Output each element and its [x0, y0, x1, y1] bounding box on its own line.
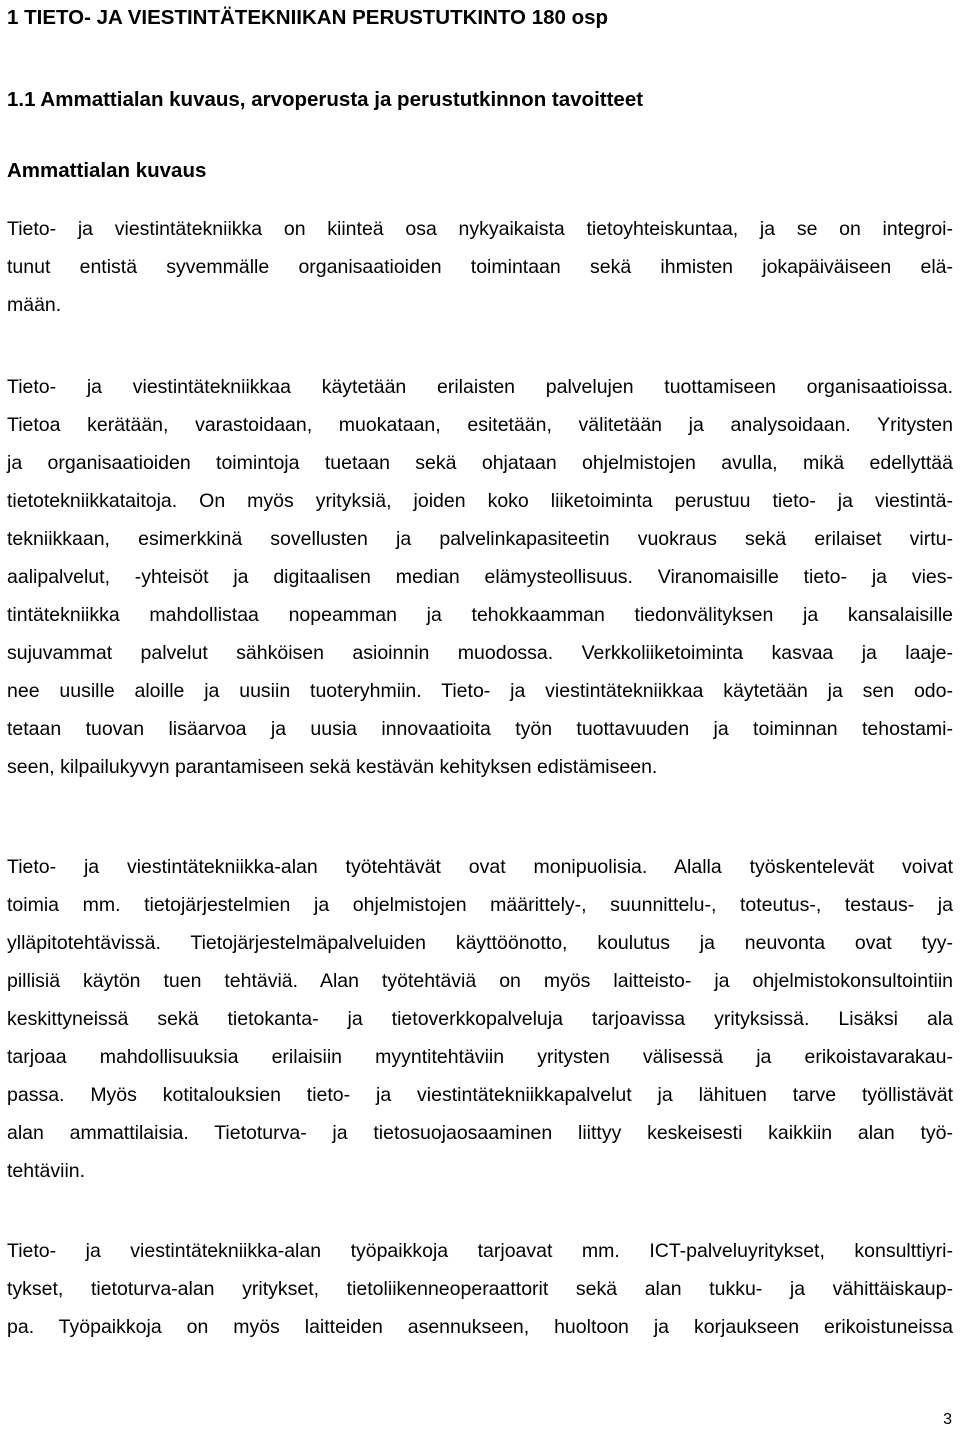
section-heading: 1.1 Ammattialan kuvaus, arvoperusta ja perustutkinnon tavoitteet [7, 88, 644, 111]
paragraph-line: passa. Myös kotitalouksien tieto- ja viestintätekniikkapalvelut ja lähituen tarve työllistävät [7, 1084, 953, 1106]
paragraph-4 [7, 1232, 953, 1346]
paragraph-line: Tieto- ja viestintätekniikka-alan työtehtävät ovat monipuolisia. Alalla työskentelevät voivat [7, 856, 953, 878]
paragraph-line: Tieto- ja viestintätekniikka on kiinteä osa nykyaikaista tietoyhteiskuntaa, ja se on integroi- [7, 218, 953, 240]
paragraph-line: ylläpitotehtävissä. Tietojärjestelmäpalveluiden käyttöönotto, koulutus ja neuvonta ovat tyy- [7, 932, 953, 954]
paragraph-line: Tieto- ja viestintätekniikka-alan työpaikkoja tarjoavat mm. ICT-palveluyritykset, konsulttiyri- [7, 1240, 953, 1262]
paragraph-line: keskittyneissä sekä tietokanta- ja tietoverkkopalveluja tarjoavissa yrityksissä. Lisäksi ala [7, 1008, 953, 1030]
paragraph-line: tintätekniikka mahdollistaa nopeamman ja tehokkaamman tiedonvälityksen ja kansalaisille [7, 604, 953, 626]
paragraph-line: sujuvammat palvelut sähköisen asioinnin muodossa. Verkkoliiketoiminta kasvaa ja laaje- [7, 642, 953, 664]
paragraph-2 [7, 368, 953, 786]
paragraph-line: Tietoa kerätään, varastoidaan, muokataan, esitetään, välitetään ja analysoidaan. Yritysten [7, 414, 953, 436]
paragraph-line: tietotekniikkataitoja. On myös yrityksiä, joiden koko liiketoiminta perustuu tieto- ja viestintä- [7, 490, 953, 512]
chapter-heading: 1 TIETO- JA VIESTINTÄTEKNIIKAN PERUSTUTKINTO 180 osp [7, 6, 609, 29]
paragraph-1 [7, 210, 953, 324]
paragraph-line: aalipalvelut, -yhteisöt ja digitaalisen median elämysteollisuus. Viranomaisille tieto- ja vies- [7, 566, 953, 588]
paragraph-line: mään. [7, 294, 62, 316]
paragraph-line: tunut entistä syvemmälle organisaatioiden toimintaan sekä ihmisten jokapäiväiseen elä- [7, 256, 953, 278]
paragraph-line: pa. Työpaikkoja on myös laitteiden asennukseen, huoltoon ja korjaukseen erikoistuneissa [7, 1316, 953, 1338]
paragraph-line: Tieto- ja viestintätekniikkaa käytetään erilaisten palvelujen tuottamiseen organisaatioissa. [7, 376, 953, 398]
paragraph-line: ja organisaatioiden toimintoja tuetaan sekä ohjataan ohjelmistojen avulla, mikä edellyttää [7, 452, 953, 474]
paragraph-line: nee uusille aloille ja uusiin tuoteryhmiin. Tieto- ja viestintätekniikkaa käytetään ja sen odo- [7, 680, 953, 702]
paragraph-line: toimia mm. tietojärjestelmien ja ohjelmistojen määrittely-, suunnittelu-, toteutus-, testaus- ja [7, 894, 953, 916]
paragraph-line: tehtäviin. [7, 1160, 86, 1182]
paragraph-line: tetaan tuovan lisäarvoa ja uusia innovaatioita työn tuottavuuden ja toiminnan tehostami- [7, 718, 953, 740]
paragraph-line: tykset, tietoturva-alan yritykset, tietoliikenneoperaattorit sekä alan tukku- ja vähittäiskaup- [7, 1278, 953, 1300]
paragraph-line: seen, kilpailukyvyn parantamiseen sekä kestävän kehityksen edistämiseen. [7, 756, 658, 778]
paragraph-line: alan ammattilaisia. Tietoturva- ja tietosuojaosaaminen liittyy keskeisesti kaikkiin alan työ- [7, 1122, 953, 1144]
page-number: 3 [943, 1411, 952, 1428]
paragraph-line: tarjoaa mahdollisuuksia erilaisiin myyntitehtäviin yritysten välisessä ja erikoistavarakau- [7, 1046, 953, 1068]
paragraph-3 [7, 848, 953, 1190]
paragraph-line: pillisiä käytön tuen tehtäviä. Alan työtehtäviä on myös laitteisto- ja ohjelmistokonsultointiin [7, 970, 953, 992]
subsection-heading: Ammattialan kuvaus [7, 159, 207, 182]
paragraph-line: tekniikkaan, esimerkkinä sovellusten ja palvelinkapasiteetin vuokraus sekä erilaiset virtu- [7, 528, 953, 550]
